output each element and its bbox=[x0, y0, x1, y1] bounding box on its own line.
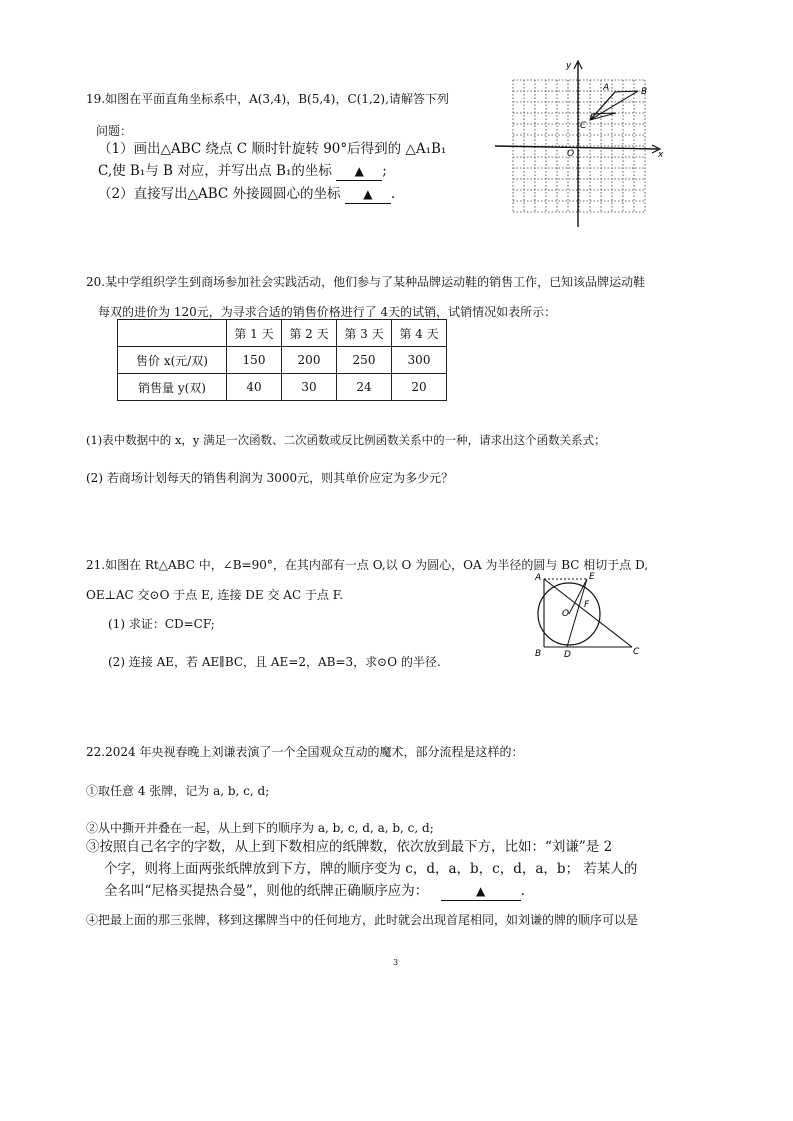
table-header-cell: 第 4 天 bbox=[392, 320, 447, 347]
point-e-label: E bbox=[589, 572, 595, 582]
point-a-label: A bbox=[535, 573, 542, 583]
triangle-shape bbox=[590, 91, 638, 120]
sales-table bbox=[117, 319, 447, 401]
table-cell: 200 bbox=[282, 347, 337, 374]
q20-line2: 每双的进价为 120元，为寻求合适的销售价格进行了 4天的试销，试销情况如表所示： bbox=[98, 305, 557, 319]
page-number: 3 bbox=[393, 958, 399, 967]
triangle-icon: ▲ bbox=[354, 164, 364, 178]
table-header-row bbox=[118, 320, 447, 347]
q21-part1: (1) 求证：CD=CF; bbox=[108, 617, 215, 631]
table-header-cell: 第 3 天 bbox=[337, 320, 392, 347]
answer-blank bbox=[441, 882, 521, 901]
table-cell: 20 bbox=[392, 374, 447, 401]
q22-step3-line1: ③按照自己名字的字数，从上到下数相应的纸牌数，依次放到最下方，比如：“刘谦”是 2 bbox=[86, 839, 613, 855]
point-c-label: C bbox=[580, 121, 587, 131]
table-header-cell: 第 2 天 bbox=[282, 320, 337, 347]
q22-step2: ②从中撕开并叠在一起，从上到下的顺序为 a, b, c, d, a, b, c, d; bbox=[86, 821, 434, 835]
point-a-label: A bbox=[603, 83, 610, 93]
y-axis-label: y bbox=[566, 61, 572, 71]
table-cell: 24 bbox=[337, 374, 392, 401]
answer-blank bbox=[336, 162, 382, 181]
q22-step3-end: . bbox=[520, 883, 525, 899]
table-cell: 销售量 y(双) bbox=[118, 374, 227, 401]
triangle-icon: ▲ bbox=[363, 187, 373, 201]
table-row bbox=[118, 374, 447, 401]
table-row bbox=[118, 347, 447, 374]
x-axis-label: x bbox=[658, 150, 664, 160]
q22-step4: ④把最上面的那三张牌，移到这摞牌当中的任何地方，此时就会出现首尾相同，如刘谦的牌的顺序可以是 bbox=[86, 913, 639, 927]
q21-line2: OE⊥AC 交⊙O 于点 E, 连接 DE 交 AC 于点 F. bbox=[86, 588, 344, 602]
q21-line1: 21.如图在 Rt△ABC 中，∠B=90°，在其内部有一点 O,以 O 为圆心，OA 为半径的圆与 BC 相切于点 D, bbox=[86, 558, 649, 572]
table-cell: 150 bbox=[227, 347, 282, 374]
point-b-label: B bbox=[535, 649, 542, 658]
table-cell: 30 bbox=[282, 374, 337, 401]
table-cell: 售价 x(元/双) bbox=[118, 347, 227, 374]
q20-part1: (1)表中数据中的 x，y 满足一次函数、二次函数或反比例函数关系中的一种，请求出这个函数关系式； bbox=[86, 433, 606, 447]
q22-step3-line2: 个字，则将上面两张纸牌放到下方，牌的顺序变为 c，d，a，b，c，d，a，b； 若某人的 bbox=[104, 861, 638, 877]
table-cell: 40 bbox=[227, 374, 282, 401]
q20-line1: 20.某中学组织学生到商场参加社会实践活动，他们参与了某种品牌运动鞋的销售工作，已知该品牌运动鞋 bbox=[86, 275, 646, 289]
point-c-label: C bbox=[633, 647, 640, 657]
point-b-label: B bbox=[641, 87, 648, 97]
table-cell: 300 bbox=[392, 347, 447, 374]
q19-line4-end: ; bbox=[382, 163, 387, 179]
q19-part1-cont bbox=[98, 162, 387, 181]
point-f-label: F bbox=[584, 600, 590, 610]
q22-step1: ①取任意 4 张牌，记为 a, b, c, d; bbox=[86, 784, 270, 798]
point-o-label: O bbox=[562, 609, 570, 619]
coordinate-grid-figure bbox=[495, 55, 675, 230]
q19-part1: （1）画出△ABC 绕点 C 顺时针旋转 90°后得到的 △A₁B₁ bbox=[98, 141, 447, 157]
q19-line4-text: C,使 B₁与 B 对应，并写出点 B₁的坐标 bbox=[98, 163, 332, 179]
q19-part2 bbox=[98, 185, 395, 204]
answer-blank bbox=[345, 185, 391, 204]
table-header-cell bbox=[118, 320, 227, 347]
table-cell: 250 bbox=[337, 347, 392, 374]
q22-step3-text: 全名叫“尼格买提热合曼”，则他的纸牌正确顺序应为： bbox=[104, 883, 429, 899]
x-axis bbox=[495, 146, 658, 149]
origin-label: O bbox=[567, 149, 575, 159]
q22-step3-line3 bbox=[104, 882, 525, 901]
q22-line1: 22.2024 年央视春晚上刘谦表演了一个全国观众互动的魔术，部分流程是这样的： bbox=[86, 745, 524, 759]
q19-line5-text: （2）直接写出△ABC 外接圆圆心的坐标 bbox=[98, 186, 341, 202]
point-d-label: D bbox=[564, 650, 571, 658]
triangle-icon: ▲ bbox=[475, 884, 486, 898]
q19-line1: 19.如图在平面直角坐标系中，A(3,4)，B(5,4)，C(1,2),请解答下列 bbox=[86, 92, 449, 106]
q19-line2: 问题： bbox=[96, 124, 133, 138]
geometry-circle-figure bbox=[532, 570, 647, 658]
q20-part2: (2) 若商场计划每天的销售利润为 3000元，则其单价应定为多少元？ bbox=[86, 471, 454, 485]
q19-line5-end: . bbox=[390, 186, 396, 202]
table-header-cell: 第 1 天 bbox=[227, 320, 282, 347]
q21-part2: (2) 连接 AE，若 AE∥BC，且 AE=2，AB=3，求⊙O 的半径. bbox=[108, 655, 441, 669]
